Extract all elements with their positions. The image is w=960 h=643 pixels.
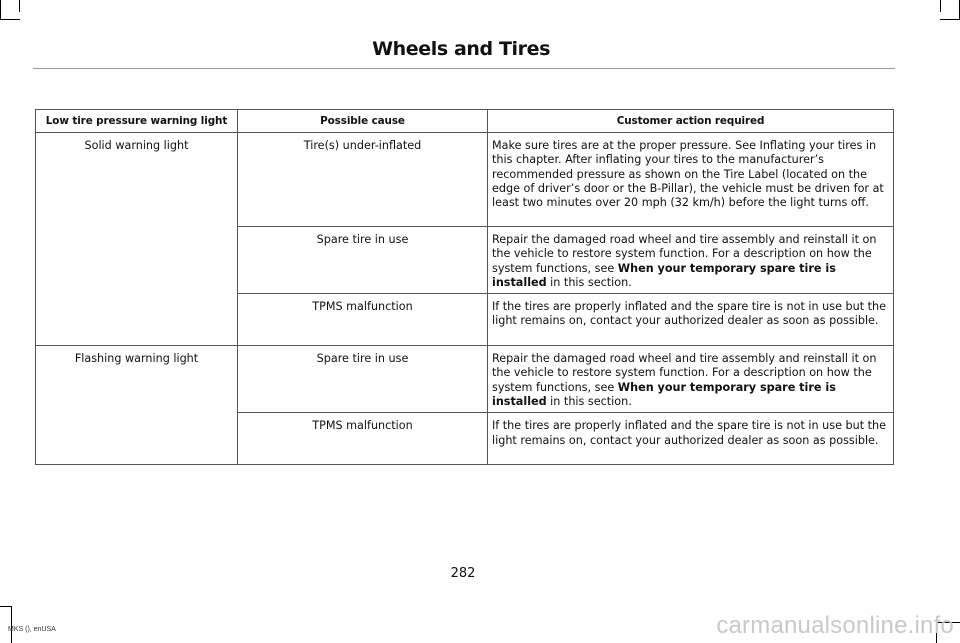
crop-mark (940, 0, 941, 12)
footer-label: MKS (), enUSA (8, 626, 56, 633)
column-header-warning-light: Low tire pressure warning light (36, 110, 238, 133)
crop-mark (19, 0, 20, 12)
column-header-possible-cause: Possible cause (238, 110, 488, 133)
column-header-customer-action: Customer action required (488, 110, 894, 133)
crop-mark (0, 19, 20, 20)
action-text: Repair the damaged road wheel and tire assembly and reinstall it on the vehicle to restore system function. For a description on how the system functions, see (492, 352, 877, 394)
customer-action-cell (488, 346, 894, 413)
customer-action-cell (488, 294, 894, 346)
page-header (0, 38, 930, 60)
customer-action-cell (488, 133, 894, 227)
action-text-suffix: in this section. (546, 275, 632, 289)
crop-mark (0, 0, 1, 20)
customer-action-cell (488, 413, 894, 465)
action-text: If the tires are properly inflated and the spare tire is not in use but the light remains on, contact your authorized dealer as soon as possible. (492, 300, 887, 328)
possible-cause-cell: Spare tire in use (238, 346, 488, 413)
warning-light-cell: Solid warning light (36, 133, 238, 346)
table-header-row (36, 110, 894, 133)
header-rule (33, 68, 895, 69)
possible-cause-cell: Spare tire in use (238, 227, 488, 294)
action-text-suffix: in this section. (546, 395, 632, 409)
possible-cause-cell: Tire(s) under-inflated (238, 133, 488, 227)
crop-mark (940, 19, 960, 20)
section-title: Wheels and Tires (372, 38, 550, 60)
action-text: If the tires are properly inflated and the spare tire is not in use but the light remains on, contact your authorized dealer as soon as possible. (492, 419, 887, 447)
action-text: Repair the damaged road wheel and tire assembly and reinstall it on the vehicle to restore system function. For a description on how the system functions, see (492, 233, 877, 275)
action-text: Make sure tires are at the proper pressure. See Inflating your tires in this chapter. After inflating your tires to the manufacturer’s recommended pressure as shown on the Tire Label (located on the edge of driver’s door or the B-Pillar), the vehicle must be driven for at least two minutes over 20 mph (32 km/h) before the light turns off. (492, 139, 884, 210)
table-row (36, 346, 894, 413)
table-row (36, 133, 894, 227)
customer-action-cell (488, 227, 894, 294)
warning-light-cell: Flashing warning light (36, 346, 238, 465)
cross-reference-link: When your temporary spare tire is installed (492, 261, 836, 289)
crop-mark (11, 606, 12, 643)
page-number: 282 (450, 566, 476, 581)
possible-cause-cell: TPMS malfunction (238, 294, 488, 346)
cross-reference-link: When your temporary spare tire is installed (492, 380, 836, 409)
watermark: carmanualsonline.info (716, 612, 954, 639)
tire-pressure-warning-table (35, 109, 894, 465)
possible-cause-cell: TPMS malfunction (238, 413, 488, 465)
